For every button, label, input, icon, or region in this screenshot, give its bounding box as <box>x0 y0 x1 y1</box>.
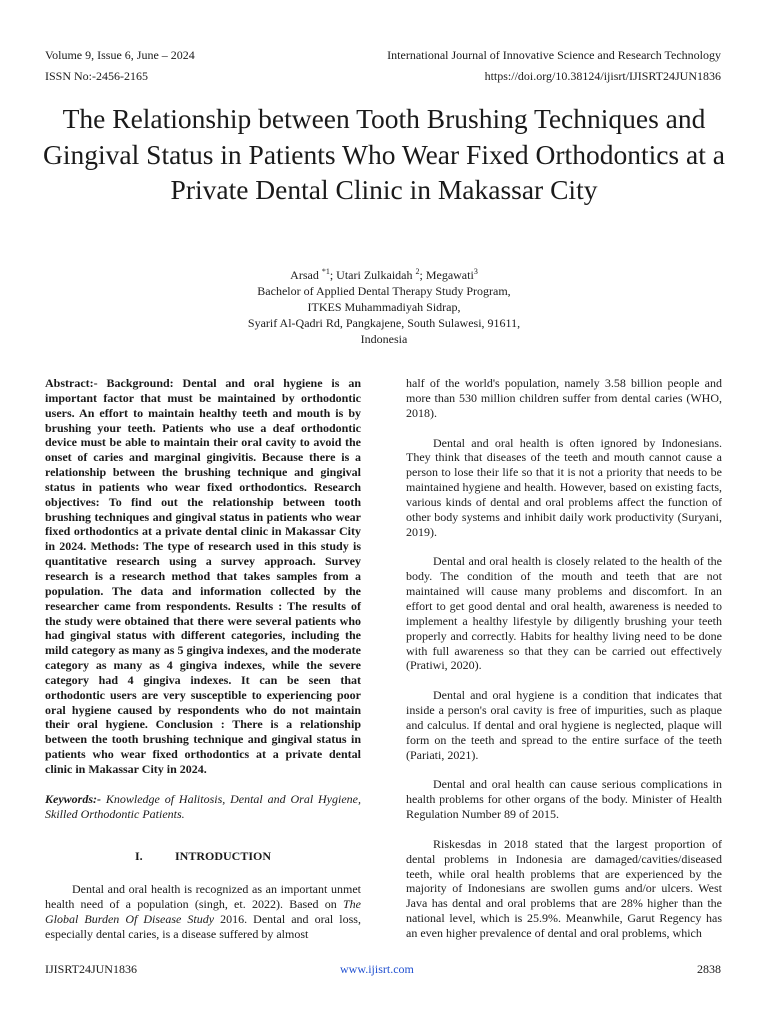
keywords-label: Keywords:- <box>45 791 101 806</box>
paragraph-continued: half of the world's population, namely 3.58 billion people and more than 530 million children suffer from dental caries (WHO, 2018). <box>406 376 722 420</box>
author-3-mark: 3 <box>473 267 478 276</box>
author-1-mark: *1 <box>321 267 330 276</box>
affiliation-line-4: Indonesia <box>360 332 408 346</box>
paragraph-2: Dental and oral health is often ignored by Indonesians. They think that diseases of the teeth and mouth cannot cause a person to lose their life so that it is not a priority that needs to be maintained hygiene and health. However, based on existing facts, various kinds of dental and oral problems affect the function of other body systems and inhibit daily work productivity (Suryani, 2019). <box>406 435 722 539</box>
author-list <box>120 267 648 283</box>
affiliation-line-3: Syarif Al-Qadri Rd, Pangkajene, South Sulawesi, 91611, <box>247 316 521 330</box>
author-1: Arsad <box>290 268 322 282</box>
journal-name: International Journal of Innovative Science and Research Technology <box>387 48 721 62</box>
section-heading-introduction <box>45 849 361 864</box>
right-column <box>406 376 722 941</box>
keywords <box>45 792 361 822</box>
affiliation-line-2: ITKES Muhammadiyah Sidrap, <box>307 300 461 314</box>
author-block <box>120 267 648 347</box>
left-column <box>45 376 361 942</box>
page-number: 2838 <box>697 962 721 976</box>
paragraph-5: Dental and oral health can cause serious complications in health problems for other organs of the body. Minister of Health Regulation Number 89 of 2015. <box>406 777 722 822</box>
issn: ISSN No:-2456-2165 <box>45 69 149 83</box>
abstract: Abstract:- Background: Dental and oral hygiene is an important factor that must be maintained by orthodontic users. An effort to maintain healthy teeth and mouth is by brushing your teeth. Patients who use a deaf orthodontic device must be able to maintain their oral cavity to avoid the onset of caries and marginal gingivitis. Because there is a relationship between the brushing technique and gingival status in patients who wear fixed orthodontics. Research objectives: To find out the relationship between tooth brushing techniques and gingival status in patients who wear fixed orthodontics at a private dental clinic in Makassar City in 2024. Methods: The type of research used in this study is quantitative research using a survey approach. Survey research is a research method that takes samples from a population. The data and information collected by the researcher came from respondents. Results : The results of the study were obtained that there were several patients who had gingival status with different categories, including the mild category as many as 5 gingiva indexes, and the moderate category as many as 4 gingiva indexes, while the severe category had 4 gingiva indexes. It can be seen that orthodontic users are very susceptible to experiencing poor oral hygiene caused by respondents who do not maintain their oral hygiene. Conclusion : There is a relationship between the tooth brushing technique and gingival status in patients who wear fixed orthodontics at a private dental clinic in Makassar City in 2024. <box>45 376 361 776</box>
footer-paper-id: IJISRT24JUN1836 <box>45 962 137 976</box>
keywords-text: Knowledge of Halitosis, Dental and Oral Hygiene, Skilled Orthodontic Patients. <box>45 791 361 821</box>
paragraph-6: Riskesdas in 2018 stated that the largest proportion of dental problems in Indonesia are damaged/cavities/diseased teeth, while oral health problems that are experienced by the majority of Indonesians are swollen gums and/or ulcers. West Java has dental and oral problems that are 28% higher than the national level, which is 25.9%. Meanwhile, Garut Regency has an even higher prevalence of dental and oral problems, which <box>406 836 722 940</box>
intro-paragraph-1 <box>45 882 361 941</box>
paper-title: The Relationship between Tooth Brushing Techniques and Gingival Status in Patients Who Wear Fixed Orthodontics at a Private Dental Clinic in Makassar City <box>43 103 725 205</box>
author-2-mark: 2 <box>415 267 420 276</box>
doi-link[interactable]: https://doi.org/10.38124/ijisrt/IJISRT24JUN1836 <box>484 69 721 83</box>
intro-italic-study: The Global Burden Of Disease Study <box>45 897 361 926</box>
volume-issue: Volume 9, Issue 6, June – 2024 <box>45 48 195 62</box>
intro-text-2: 2016. Dental and oral loss, especially dental caries, is a disease suffered by almost <box>45 912 361 941</box>
paragraph-4: Dental and oral hygiene is a condition that indicates that inside a person's oral cavity is free of impurities, such as plaque and calculus. If dental and oral hygiene is neglected, plaque will form on the teeth and spread to the entire surface of the teeth (Pariati, 2021). <box>406 688 722 762</box>
section-number: I. <box>134 849 143 864</box>
author-3: ; Megawati <box>419 268 474 282</box>
footer-site-link[interactable]: www.ijisrt.com <box>340 962 414 976</box>
affiliation-line-1: Bachelor of Applied Dental Therapy Study Program, <box>257 284 511 298</box>
author-2: ; Utari Zulkaidah <box>329 268 416 282</box>
paragraph-3: Dental and oral health is closely related to the health of the body. The condition of the mouth and teeth that are not maintained will cause many problems and discomfort. In an effort to get good dental and oral health, awareness is needed to implement a healthy lifestyle by diligently brushing your teeth properly and correctly. Habits for healthy living need to be done with full awareness so that they can be carried out effectively (Pratiwi, 2020). <box>406 554 722 673</box>
intro-text-1: Dental and oral health is recognized as an important unmet health need of a population (singh, et. 2022). Based on <box>45 882 361 912</box>
section-title: INTRODUCTION <box>174 849 271 864</box>
